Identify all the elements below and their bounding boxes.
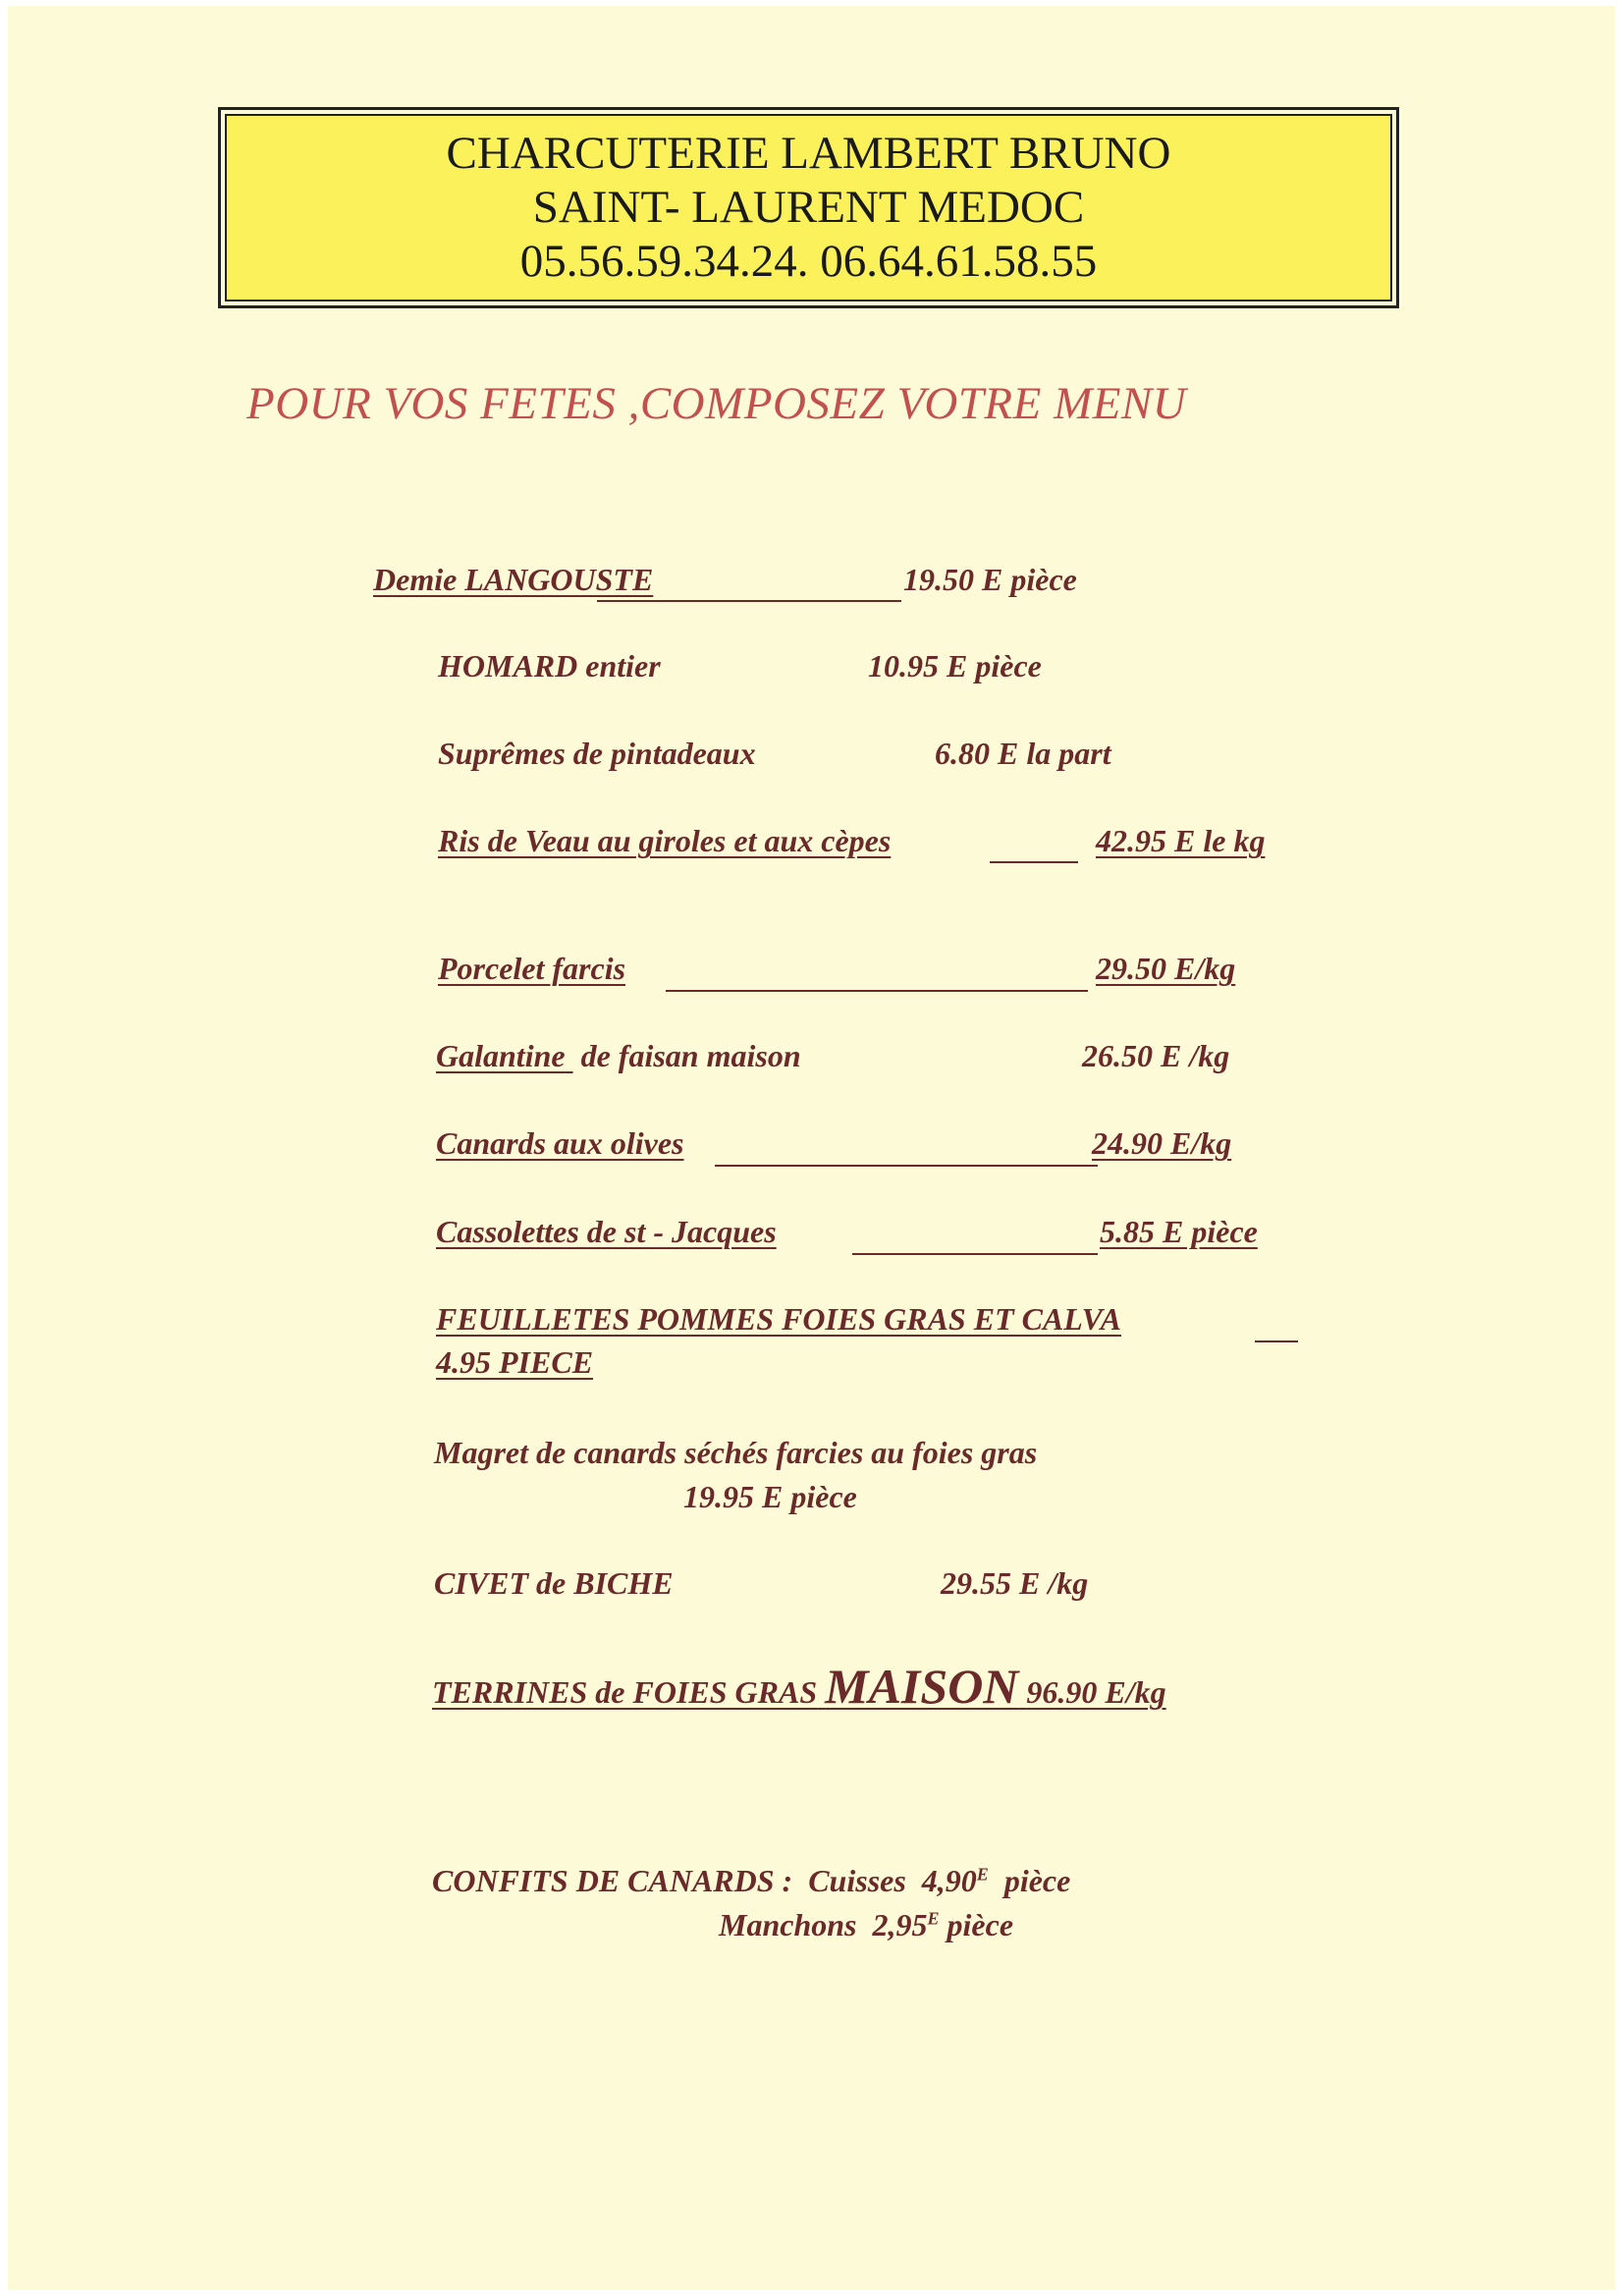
item-name-supremes: Suprêmes de pintadeaux: [438, 736, 756, 771]
item-name-canards-olives: Canards aux olives: [436, 1125, 684, 1161]
confits-line-1: [432, 1863, 1070, 1899]
item-rule-feuilletes: [1255, 1340, 1298, 1342]
shop-phones: 05.56.59.34.24. 06.64.61.58.55: [519, 236, 1098, 287]
item-name-ris-de-veau: Ris de Veau au giroles et aux cèpes: [438, 823, 892, 858]
item-rule-porcelet: [666, 990, 1088, 992]
item-price-porcelet: 29.50 E/kg: [1096, 951, 1236, 986]
menu-sheet: [8, 6, 1615, 2290]
manchons-unit: pièce: [947, 1907, 1014, 1942]
item-rule-canards-olives: [715, 1165, 1098, 1167]
item-name-terrines: TERRINES de FOIES GRAS: [432, 1674, 818, 1710]
manchons-label: Manchons: [719, 1907, 857, 1942]
item-name-galantine-rest: de faisan maison: [572, 1038, 801, 1073]
manchons-price: 2,95: [872, 1907, 928, 1942]
confits-label: CONFITS DE CANARDS :: [432, 1863, 793, 1898]
manchons-sup: E: [927, 1908, 940, 1929]
shop-name: CHARCUTERIE LAMBERT BRUNO: [446, 128, 1171, 179]
item-name-magret: Magret de canards séchés farcies au foies gras: [434, 1435, 1038, 1470]
item-price-langouste: 19.50 E pièce: [903, 562, 1077, 597]
item-price-ris-de-veau: 42.95 E le kg: [1096, 823, 1266, 858]
header-banner: [225, 114, 1392, 301]
item-price-magret: 19.95 E pièce: [683, 1479, 857, 1514]
item-rule-cassolettes: [852, 1253, 1098, 1255]
item-name-terrines-maison: MAISON: [825, 1659, 1019, 1714]
item-name-langouste: Demie LANGOUSTE: [373, 562, 654, 597]
cuisses-sup: E: [976, 1864, 989, 1885]
cuisses-label: Cuisses: [808, 1863, 906, 1898]
item-name-galantine: Galantine: [436, 1038, 566, 1073]
item-galantine: [436, 1038, 801, 1074]
item-price-civet: 29.55 E /kg: [941, 1565, 1089, 1601]
item-price-homard: 10.95 E pièce: [868, 648, 1042, 683]
confits-line-2: [719, 1907, 1013, 1943]
item-price-galantine: 26.50 E /kg: [1082, 1038, 1230, 1073]
cuisses-unit: pièce: [1003, 1863, 1071, 1898]
item-terrines: [432, 1659, 1166, 1720]
item-rule-ris-de-veau: [990, 861, 1078, 863]
item-price-terrines: 96.90 E/kg: [1026, 1674, 1166, 1710]
item-name-homard: HOMARD entier: [438, 648, 661, 683]
item-name-civet: CIVET de BICHE: [434, 1565, 674, 1601]
menu-title: POUR VOS FETES ,COMPOSEZ VOTRE MENU: [246, 378, 1187, 429]
shop-location: SAINT- LAURENT MEDOC: [532, 182, 1085, 233]
item-name-cassolettes: Cassolettes de st - Jacques: [436, 1214, 777, 1249]
item-name-porcelet: Porcelet farcis: [438, 951, 626, 986]
item-price-canards-olives: 24.90 E/kg: [1092, 1125, 1232, 1161]
item-price-feuilletes: 4.95 PIECE: [436, 1344, 594, 1380]
header-box: [218, 107, 1399, 308]
cuisses-price: 4,90: [921, 1863, 977, 1898]
item-price-supremes: 6.80 E la part: [935, 736, 1111, 771]
item-price-cassolettes: 5.85 E pièce: [1100, 1214, 1258, 1249]
item-rule-langouste: [597, 600, 901, 602]
item-name-feuilletes: FEUILLETES POMMES FOIES GRAS ET CALVA: [436, 1301, 1121, 1337]
